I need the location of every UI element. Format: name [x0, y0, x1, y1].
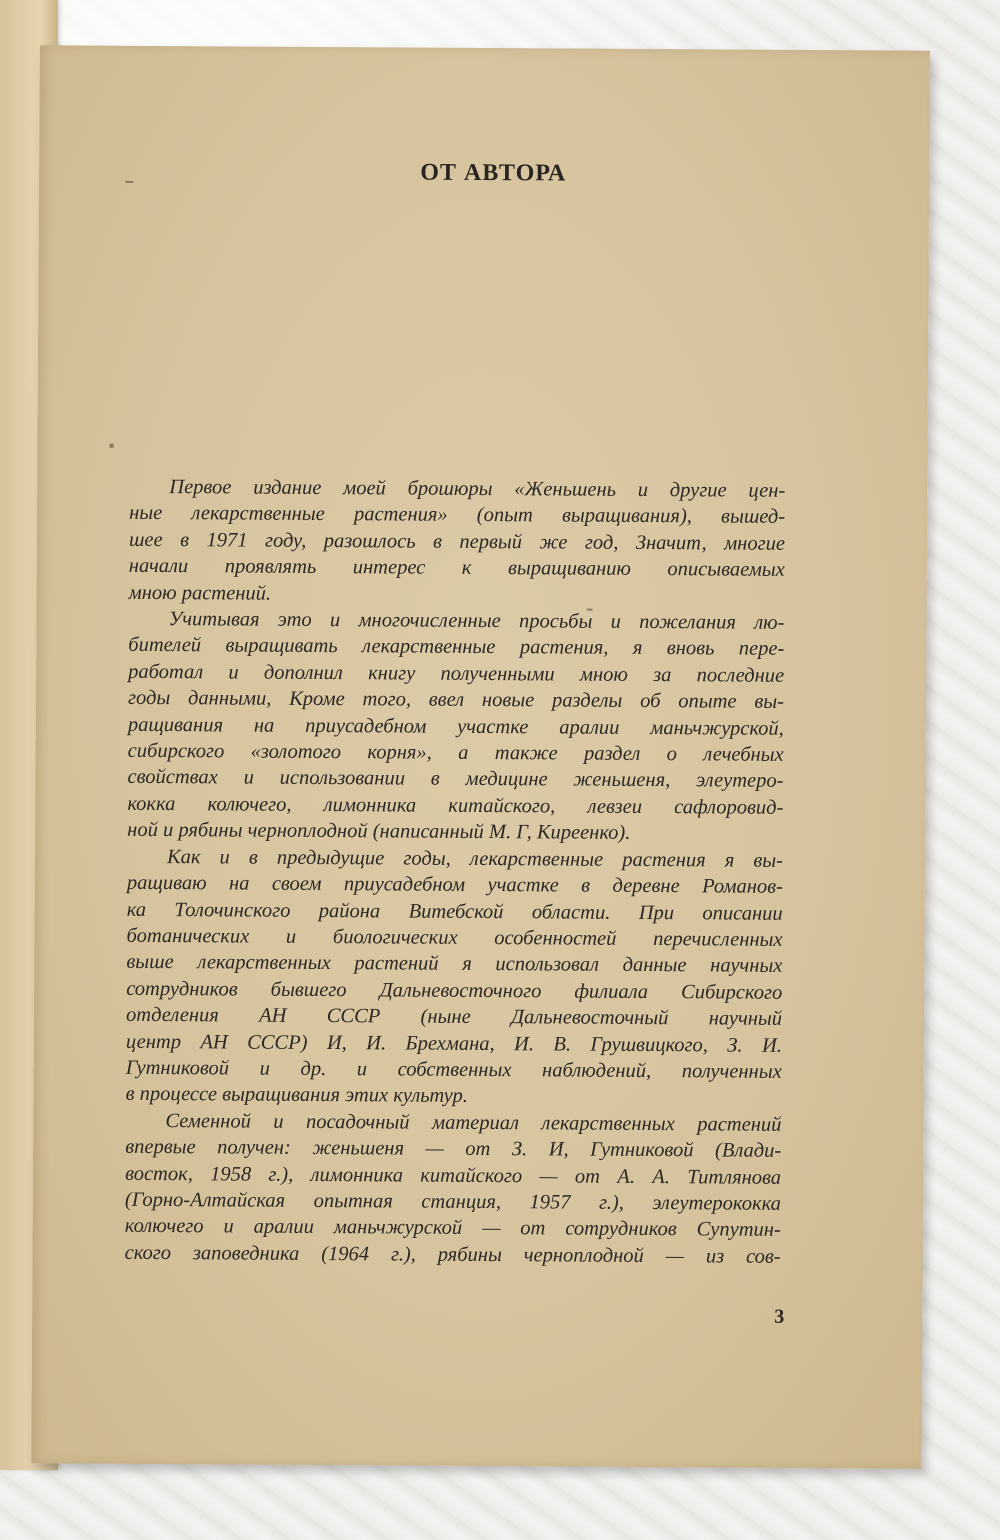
- text-line: центр АН СССР) И, И. Брехмана, И. В. Грушвицкого, З. И.: [125, 1030, 782, 1057]
- page-heading: ОТ АВТОРА: [420, 159, 567, 187]
- text-line: отделения АН СССР (ныне Дальневосточный научный: [126, 1003, 783, 1030]
- paragraph-2: [127, 606, 784, 848]
- text-line: шее в 1971 году, разошлось в первый же год, Значит, многие: [128, 528, 786, 555]
- text-line: сибирского «золотого корня», а также раздел о лечебных: [127, 739, 784, 766]
- paragraph-3: [126, 844, 784, 1112]
- text-line: сотрудников бывшего Дальневосточного филиала Сибирского: [126, 977, 783, 1004]
- print-speck: [125, 181, 133, 183]
- text-line: Учитывая это и многочисленные просьбы и пожелания лю-: [168, 608, 785, 634]
- text-line: начали проявлять интерес к выращиванию описываемых: [128, 555, 785, 582]
- text-line: в процессе выращивания этих культур.: [125, 1083, 468, 1108]
- text-line: Семенной и посадочный материал лекарственных растений: [165, 1109, 782, 1136]
- text-line: ботанических и биологических особенностей перечисленных: [126, 924, 783, 951]
- text-line: свойствах и использовании в медицине женьшеня, элеутеро-: [127, 766, 784, 793]
- text-line: ращивания на приусадебном участке аралии маньчжурской,: [127, 713, 784, 740]
- text-line: ной и рябины черноплодной (написанный М. Г, Киреенко).: [127, 819, 631, 845]
- text-line: Как и в предыдущие годы, лекарственные растения я вы-: [166, 845, 784, 872]
- book-page: [31, 45, 930, 1468]
- text-line: ращиваю на своем приусадебном участке в деревне Романов-: [126, 871, 783, 898]
- text-line: ка Толочинского района Витебской области. При описании: [126, 898, 783, 925]
- text-line: выше лекарственных растений я использовал данные научных: [126, 951, 783, 978]
- print-speck: [110, 444, 114, 448]
- text-line: впервые получен: женьшеня — от З. И, Гутниковой (Влади-: [125, 1135, 782, 1162]
- text-line: мною растений.: [128, 581, 272, 605]
- body-text: [125, 474, 786, 1270]
- paragraph-4: [125, 1108, 782, 1270]
- text-line: восток, 1958 г.), лимонника китайского — от А. А. Титлянова: [125, 1162, 782, 1189]
- text-line: ные лекарственные растения» (опыт выращивания), вышед-: [129, 502, 786, 529]
- text-line: кокка колючего, лимонника китайского, левзеи сафлоровид-: [127, 792, 784, 819]
- text-line: работал и дополнил книгу полученными мною за последние: [128, 660, 785, 687]
- page-number: 3: [774, 1305, 785, 1328]
- paragraph-1: [129, 474, 786, 610]
- text-line: (Горно-Алтайская опытная станция, 1957 г.), элеутерококка: [124, 1188, 782, 1215]
- text-line: бителей выращивать лекарственные растения, я вновь пере-: [128, 634, 785, 661]
- text-line: ского заповедника (1964 г.), рябины черноплодной — из сов-: [124, 1241, 781, 1268]
- text-line: Первое издание моей брошюры «Женьшень и другие цен-: [169, 476, 786, 502]
- text-line: Гутниковой и др. и собственных наблюдений, полученных: [125, 1056, 782, 1083]
- text-line: годы данными, Кроме того, ввел новые разделы об опыте вы-: [127, 687, 785, 714]
- text-line: колючего и аралии маньчжурской — от сотрудников Супутин-: [124, 1215, 781, 1242]
